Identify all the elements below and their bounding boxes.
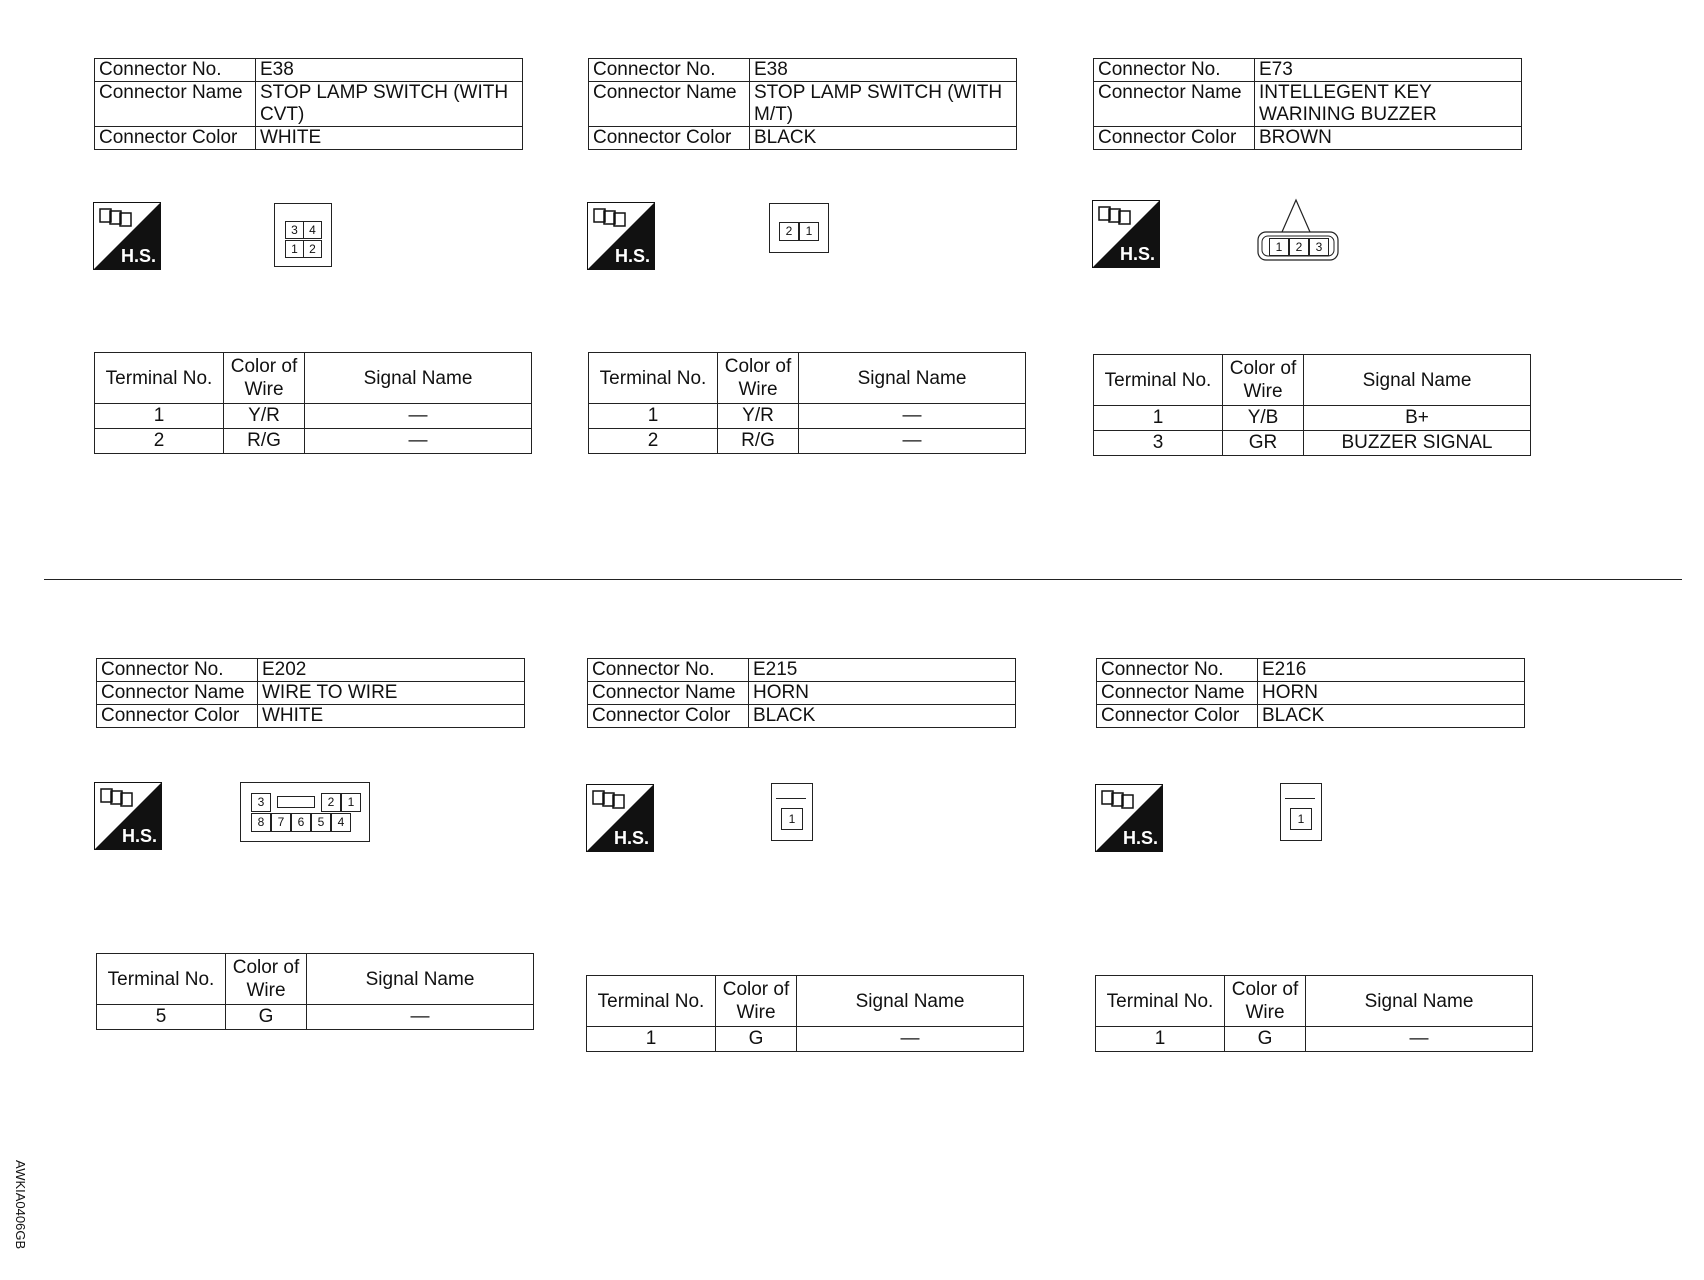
label-connector-color: Connector Color (1097, 705, 1258, 728)
connector-no: E202 (258, 659, 525, 682)
table-row (1094, 406, 1531, 431)
hs-label: H.S. (614, 246, 650, 266)
signal-name: — (797, 1027, 1024, 1052)
wire-color: GR (1223, 431, 1304, 456)
terminal-table (1095, 975, 1533, 1052)
signal-name: — (307, 1005, 534, 1030)
connector-face-diagram (1280, 783, 1322, 841)
connector-name: WIRE TO WIRE (258, 682, 525, 705)
terminal-no: 5 (97, 1005, 226, 1030)
table-row (1096, 1027, 1533, 1052)
header-terminal-no: Terminal No. (1094, 355, 1223, 406)
connector-color: BLACK (749, 705, 1016, 728)
terminal-no: 1 (589, 404, 718, 429)
header-terminal-no: Terminal No. (97, 954, 226, 1005)
header-terminal-no: Terminal No. (587, 976, 716, 1027)
pin: 1 (799, 222, 819, 241)
header-color-of-wire: Color of Wire (224, 353, 305, 404)
harness-side-icon (1095, 784, 1163, 852)
label-connector-no: Connector No. (1094, 59, 1255, 82)
connector-color: BROWN (1255, 127, 1522, 150)
label-connector-no: Connector No. (95, 59, 256, 82)
terminal-no: 2 (589, 429, 718, 454)
terminal-no: 1 (1094, 406, 1223, 431)
table-row (589, 404, 1026, 429)
pin: 4 (303, 221, 322, 239)
connector-no: E216 (1258, 659, 1525, 682)
hs-label: H.S. (613, 828, 649, 848)
label-connector-color: Connector Color (95, 127, 256, 150)
terminal-table (1093, 354, 1531, 456)
label-connector-color: Connector Color (588, 705, 749, 728)
figure-code: AWKIA0406GB (13, 1160, 28, 1250)
label-connector-no: Connector No. (97, 659, 258, 682)
label-connector-no: Connector No. (588, 659, 749, 682)
terminal-table (588, 352, 1026, 454)
harness-side-icon (586, 784, 654, 852)
label-connector-name: Connector Name (588, 682, 749, 705)
label-connector-no: Connector No. (589, 59, 750, 82)
label-connector-name: Connector Name (1097, 682, 1258, 705)
wire-color: Y/R (718, 404, 799, 429)
pin: 4 (331, 813, 351, 832)
connector-no: E38 (750, 59, 1017, 82)
connector-name: INTELLEGENT KEY WARINING BUZZER (1255, 82, 1522, 127)
label-connector-name: Connector Name (1094, 82, 1255, 127)
label-connector-color: Connector Color (1094, 127, 1255, 150)
pin: 3 (285, 221, 304, 239)
header-signal-name: Signal Name (1306, 976, 1533, 1027)
pin: 1 (1269, 238, 1289, 256)
header-terminal-no: Terminal No. (1096, 976, 1225, 1027)
table-row (587, 1027, 1024, 1052)
table-row (95, 429, 532, 454)
connector-name: HORN (1258, 682, 1525, 705)
signal-name: — (305, 404, 532, 429)
header-signal-name: Signal Name (305, 353, 532, 404)
pin: 8 (251, 813, 271, 832)
wire-color: R/G (718, 429, 799, 454)
signal-name: — (799, 404, 1026, 429)
header-color-of-wire: Color of Wire (716, 976, 797, 1027)
pin: 1 (781, 808, 803, 830)
connector-face-diagram (769, 203, 829, 253)
connector-no: E73 (1255, 59, 1522, 82)
wire-color: G (1225, 1027, 1306, 1052)
label-connector-name: Connector Name (97, 682, 258, 705)
connector-info-table (588, 58, 1017, 150)
connector-no: E38 (256, 59, 523, 82)
wire-color: Y/B (1223, 406, 1304, 431)
pin: 6 (291, 813, 311, 832)
terminal-no: 3 (1094, 431, 1223, 456)
label-connector-color: Connector Color (589, 127, 750, 150)
signal-name: B+ (1304, 406, 1531, 431)
table-row (1094, 431, 1531, 456)
connector-name: STOP LAMP SWITCH (WITH M/T) (750, 82, 1017, 127)
wire-color: Y/R (224, 404, 305, 429)
signal-name: — (799, 429, 1026, 454)
label-connector-no: Connector No. (1097, 659, 1258, 682)
table-row (97, 1005, 534, 1030)
connector-latch (1285, 788, 1315, 799)
connector-info-table (1093, 58, 1522, 150)
label-connector-color: Connector Color (97, 705, 258, 728)
header-signal-name: Signal Name (1304, 355, 1531, 406)
pin: 3 (251, 793, 271, 812)
wire-color: G (226, 1005, 307, 1030)
connector-color: BLACK (1258, 705, 1525, 728)
harness-side-icon (93, 202, 161, 270)
connector-info-table (1096, 658, 1525, 728)
hs-label: H.S. (120, 246, 156, 266)
pin: 1 (1290, 808, 1312, 830)
pin: 2 (321, 793, 341, 812)
header-color-of-wire: Color of Wire (226, 954, 307, 1005)
harness-side-icon (587, 202, 655, 270)
terminal-table (586, 975, 1024, 1052)
terminal-no: 1 (95, 404, 224, 429)
connector-latch (277, 796, 315, 808)
header-terminal-no: Terminal No. (95, 353, 224, 404)
pin: 2 (303, 240, 322, 258)
header-terminal-no: Terminal No. (589, 353, 718, 404)
header-signal-name: Signal Name (307, 954, 534, 1005)
connector-latch (776, 788, 806, 799)
pin: 7 (271, 813, 291, 832)
connector-color: WHITE (256, 127, 523, 150)
signal-name: — (1306, 1027, 1533, 1052)
terminal-no: 1 (1096, 1027, 1225, 1052)
pin: 3 (1309, 238, 1329, 256)
hs-label: H.S. (121, 826, 157, 846)
hs-label: H.S. (1122, 828, 1158, 848)
connector-info-table (587, 658, 1016, 728)
pin: 5 (311, 813, 331, 832)
pin: 1 (285, 240, 304, 258)
terminal-no: 1 (587, 1027, 716, 1052)
label-connector-name: Connector Name (589, 82, 750, 127)
pin: 2 (779, 222, 799, 241)
header-signal-name: Signal Name (797, 976, 1024, 1027)
pin: 1 (341, 793, 361, 812)
harness-side-icon (94, 782, 162, 850)
table-row (95, 404, 532, 429)
header-color-of-wire: Color of Wire (1223, 355, 1304, 406)
connector-face-diagram (274, 203, 332, 267)
connector-color: WHITE (258, 705, 525, 728)
connector-color: BLACK (750, 127, 1017, 150)
header-signal-name: Signal Name (799, 353, 1026, 404)
terminal-table (96, 953, 534, 1030)
connector-face-diagram (240, 782, 370, 842)
pin: 2 (1289, 238, 1309, 256)
connector-face-diagram (1256, 196, 1340, 264)
label-connector-name: Connector Name (95, 82, 256, 127)
terminal-table (94, 352, 532, 454)
header-color-of-wire: Color of Wire (718, 353, 799, 404)
connector-info-table (96, 658, 525, 728)
hs-label: H.S. (1119, 244, 1155, 264)
connector-face-diagram (771, 783, 813, 841)
connector-info-table (94, 58, 523, 150)
connector-name: HORN (749, 682, 1016, 705)
section-divider (44, 579, 1682, 580)
connector-name: STOP LAMP SWITCH (WITH CVT) (256, 82, 523, 127)
signal-name: BUZZER SIGNAL (1304, 431, 1531, 456)
table-row (589, 429, 1026, 454)
terminal-no: 2 (95, 429, 224, 454)
signal-name: — (305, 429, 532, 454)
harness-side-icon (1092, 200, 1160, 268)
header-color-of-wire: Color of Wire (1225, 976, 1306, 1027)
wire-color: G (716, 1027, 797, 1052)
connector-no: E215 (749, 659, 1016, 682)
wire-color: R/G (224, 429, 305, 454)
